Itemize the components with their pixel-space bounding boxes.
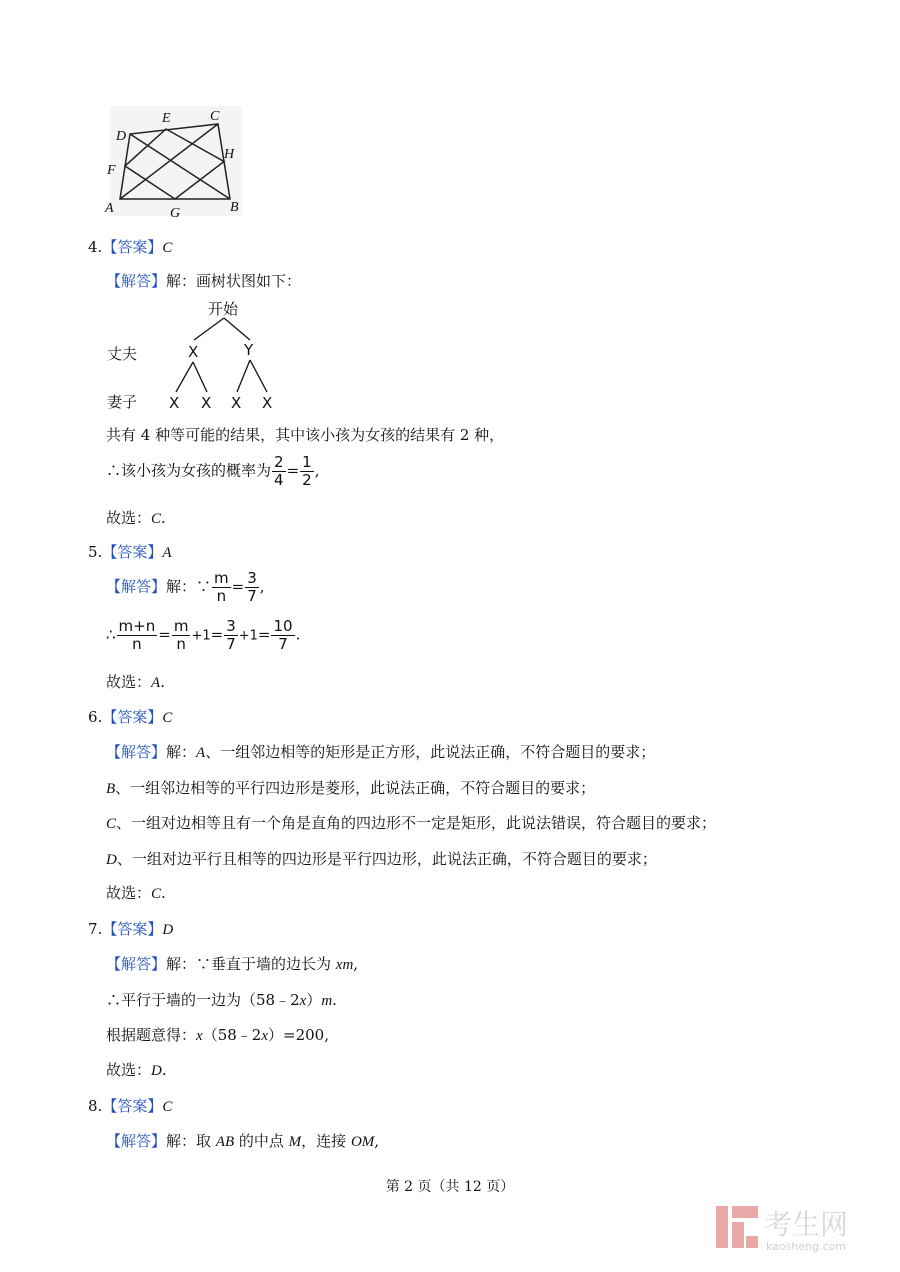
q7-line3: 根据题意得：x（58﹣2x）=200, — [106, 1026, 329, 1044]
quadrilateral-figure — [100, 100, 250, 224]
logo-mark-icon — [716, 1206, 758, 1248]
q6-option-c: C、一组对边相等且有一个角是直角的四边形不一定是矩形，此说法错误，符合题目的要求； — [106, 814, 717, 832]
tree-l2-node-1: X — [201, 394, 212, 412]
label-d: D — [116, 129, 127, 144]
label-g: G — [170, 206, 181, 221]
label-c: C — [210, 109, 220, 124]
q4-analysis-line — [106, 270, 301, 291]
fraction: $\frac{m}{n}$ — [173, 617, 189, 653]
q4-number: 4. — [88, 238, 103, 256]
q8-answer-line: 8.【答案】C — [88, 1097, 173, 1115]
q6-choose: 故选：C. — [106, 884, 166, 902]
q4-answer-tag: 【答案】 — [102, 238, 163, 256]
watermark-url: kaosheng.com — [766, 1240, 847, 1253]
q5-derivation: ∴ $\frac{m+n}{n}$ = $\frac{m}{n}$ +1= $\frac{3}{7}$ +1= $\frac{10}{7}$ . — [106, 617, 301, 653]
fraction: $\frac{3}{7}$ — [226, 617, 236, 653]
q6-answer-line: 6.【答案】C — [88, 708, 173, 726]
q5-answer-line: 5.【答案】A — [88, 543, 172, 561]
tree-root: 开始 — [208, 300, 239, 318]
q5-analysis-line: 【解答】解：∵ $\frac{m}{n}$ = $\frac{3}{7}$ , — [106, 569, 265, 605]
q8-line1: 【解答】解：取 AB 的中点 M，连接 OM, — [106, 1132, 380, 1150]
q6-option-a: 【解答】解：A、一组邻边相等的矩形是正方形，此说法正确，不符合题目的要求； — [106, 743, 656, 761]
q4-choose: 故选：C. — [106, 509, 166, 527]
fraction: $\frac{m}{n}$ — [214, 569, 229, 605]
q5-choose: 故选：A. — [106, 673, 165, 691]
label-b: B — [230, 200, 239, 215]
q4-answer: C — [162, 240, 173, 256]
tree-l1-node-0: X — [188, 343, 199, 361]
label-a: A — [105, 201, 114, 216]
tree-edge — [193, 362, 207, 392]
q7-answer-line: 7.【答案】D — [88, 920, 174, 938]
fraction: $\frac{m+n}{n}$ — [118, 617, 156, 653]
tree-husband-label: 丈夫 — [107, 345, 138, 363]
q6-option-b: B、一组邻边相等的平行四边形是菱形，此说法正确，不符合题目的要求； — [106, 779, 596, 797]
tree-edge — [224, 318, 250, 340]
label-h: H — [224, 147, 235, 162]
q6-option-d: D、一组对边平行且相等的四边形是平行四边形，此说法正确，不符合题目的要求； — [106, 850, 657, 868]
fraction: $\frac{3}{7}$ — [247, 569, 257, 605]
q7-line2: ∴平行于墙的一边为（58﹣2x）m. — [106, 991, 337, 1009]
watermark-logo — [714, 1200, 884, 1256]
q7-line1: 【解答】解：∵垂直于墙的边长为 xm, — [106, 955, 359, 973]
tree-edge — [237, 360, 250, 392]
tree-l2-node-3: X — [262, 394, 273, 412]
q4-line1: 共有 4 种等可能的结果，其中该小孩为女孩的结果有 2 种， — [106, 426, 505, 444]
tree-edge — [176, 362, 193, 392]
probability-tree — [100, 296, 300, 416]
label-e: E — [162, 111, 171, 126]
q7-choose: 故选：D. — [106, 1061, 167, 1079]
fraction: $\frac{2}{4}$ — [274, 453, 284, 489]
fraction: $\frac{10}{7}$ — [273, 617, 293, 653]
page-footer: 第 2 页（共 12 页） — [385, 1179, 515, 1195]
tree-wife-label: 妻子 — [107, 393, 138, 411]
tree-l1-node-1: Y — [244, 341, 254, 359]
tree-l2-node-0: X — [169, 394, 180, 412]
tree-edge — [194, 318, 224, 340]
tree-edge — [250, 360, 267, 392]
q4-intro: 解：画树状图如下： — [166, 272, 302, 290]
fraction: $\frac{1}{2}$ — [302, 453, 312, 489]
tree-l2-node-2: X — [231, 394, 242, 412]
label-f: F — [107, 163, 116, 178]
q4-line2: ∴该小孩为女孩的概率为 $\frac{2}{4}$ = $\frac{1}{2}$ , — [106, 453, 320, 489]
watermark-brand: 考生网 — [764, 1208, 849, 1241]
q4-answer-line — [88, 236, 172, 257]
q4-analysis-tag: 【解答】 — [106, 272, 167, 290]
